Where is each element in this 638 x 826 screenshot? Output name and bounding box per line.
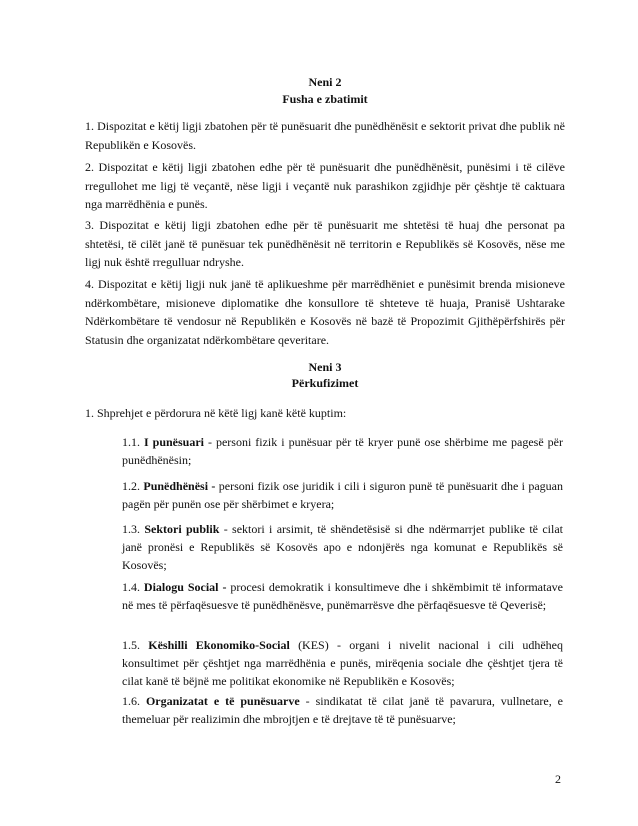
definition-number: 1.1. <box>122 435 140 449</box>
definition-item <box>122 578 563 614</box>
article-2-paragraph-1: 1. Dispozitat e këtij ligji zbatohen për të punësuarit dhe punëdhënësit e sektorit privat dhe publik në Republikën e Kosovës. <box>85 119 565 152</box>
definition-text: - sektori i arsimit, të shëndetësisë si dhe ndërmarrjet publike të cilat janë pronësi e Republikës së Kosovës apo e ndonjërës nga komunat e Republikës së Kosovës; <box>122 522 563 572</box>
definition-item <box>122 433 563 469</box>
definition-term: Organizatat e të punësuarve <box>145 694 300 708</box>
definition-term: Dialogu Social - <box>143 580 227 594</box>
article-3-title: Neni 3 <box>308 360 342 374</box>
definition-text: - personi fizik i punësuar për të kryer punë ose shërbime me pagesë për punëdhënësin; <box>122 435 563 467</box>
definition-term: Punëdhënësi - <box>143 479 216 493</box>
definition-text: - sindikatat të cilat janë të pavarura, vullnetare, e themeluar për realizimin dhe mbrojtjen e të drejtave të të punësuarve; <box>122 694 564 726</box>
article-2-paragraph-2: 2. Dispozitat e këtij ligji zbatohen edhe për të punësuarit dhe punëdhënësit, punësimi i të cilëve rregullohet me ligj të veçantë, nëse ligji i veçantë nuk parashikon zgjidhje për çështje të caktuara nga marrëdhënia e punës. <box>85 160 565 211</box>
definition-number: 1.5. <box>122 638 140 652</box>
definition-text: (KES) - organi i nivelit nacional i cili udhëheq konsultimet për çështjet nga marrëdhënia e punës, mirëqenia sociale dhe çështjet tjera të cilat kanë të bëjnë me politikat ekonomike në Republikën e Kosovës; <box>122 638 563 688</box>
article-3-intro: 1. Shprehjet e përdorura në këtë ligj kanë këtë kuptim: <box>85 406 347 420</box>
definition-number: 1.6. <box>122 694 140 708</box>
definition-term: Këshilli Ekonomiko-Social <box>148 638 290 652</box>
definition-number: 1.4. <box>122 580 140 594</box>
definition-term: I punësuari <box>143 435 204 449</box>
definition-text: procesi demokratik i konsultimeve dhe i shkëmbimit të informatave në mes të përfaqësuesve të punëdhënësve, punëmarrësve dhe përfaqësuesve të Qeverisë; <box>122 580 563 612</box>
definition-item <box>122 636 563 690</box>
article-2-title: Neni 2 <box>308 75 342 89</box>
definition-number: 1.3. <box>122 522 140 536</box>
article-2-subtitle: Fusha e zbatimit <box>282 92 368 106</box>
article-2-paragraph-4: 4. Dispozitat e këtij ligji nuk janë të aplikueshme për marrëdhëniet e punësimit brenda misioneve ndërkombëtare, misioneve diplomatike dhe konsullore të shteteve të huaja, Pranisë Ushtarake Ndërkombëtare të vendosur në Republikën e Kosovës në bazë të Propozimit Gjithëpërfshirës për Statusin dhe organizatat ndërkombëtare qeveritare. <box>85 277 565 347</box>
article-2-paragraph-3: 3. Dispozitat e këtij ligji zbatohen edhe për të punësuarit me shtetësi të huaj dhe personat pa shtetësi, të cilët janë të punësuar tek punëdhënësit në territorin e Republikës së Kosovës, nëse me ligj nuk është rregulluar ndryshe. <box>85 218 565 269</box>
definition-item <box>122 692 563 728</box>
definition-item <box>122 520 563 574</box>
definition-text: personi fizik ose juridik i cili i siguron punë të punësuarit dhe i paguan pagën për punën ose për shërbimet e kryera; <box>122 479 564 511</box>
page-number: 2 <box>555 772 561 786</box>
definition-item <box>122 477 563 513</box>
definition-number: 1.2. <box>122 479 140 493</box>
definition-term: Sektori publik <box>144 522 220 536</box>
article-3-subtitle: Përkufizimet <box>291 376 359 390</box>
